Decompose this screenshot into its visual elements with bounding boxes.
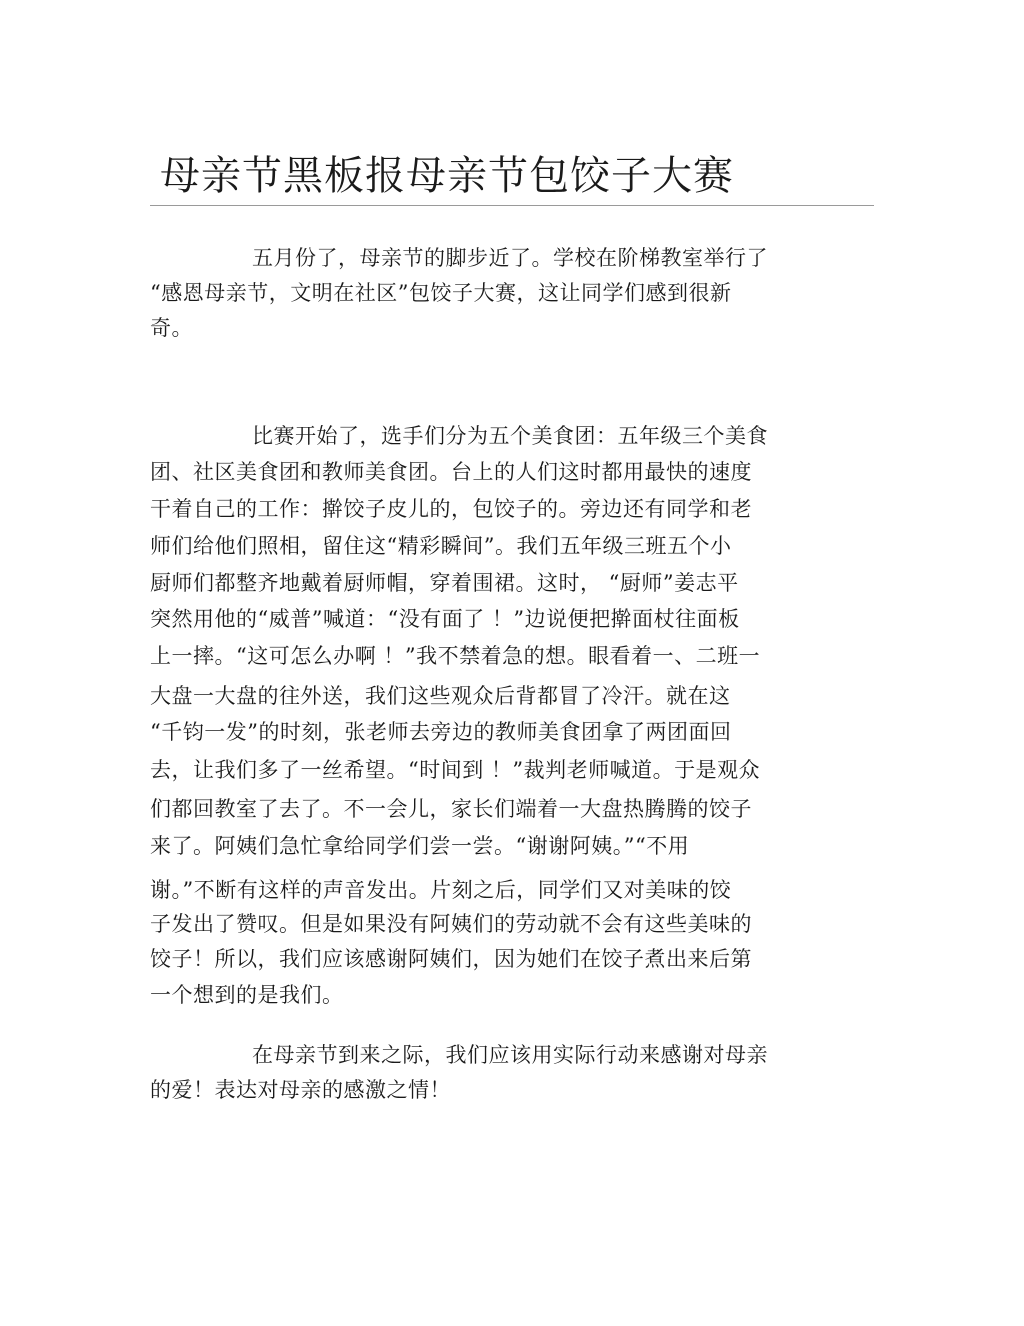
paragraph-2-line-8: 大盘一大盘的往外送，我们这些观众后背都冒了冷汗。就在这 bbox=[150, 684, 731, 708]
paragraph-2-line-15: 饺子！所以，我们应该感谢阿姨们，因为她们在饺子煮出来后第 bbox=[150, 947, 752, 971]
paragraph-2-line-4: 师们给他们照相，留住这“精彩瞬间”。我们五年级三班五个小 bbox=[150, 534, 732, 558]
paragraph-3-line-1: 在母亲节到来之际，我们应该用实际行动来感谢对母亲 bbox=[252, 1043, 768, 1067]
paragraph-2-line-5: 厨师们都整齐地戴着厨师帽，穿着围裙。这时， “厨师”姜志平 bbox=[150, 571, 739, 595]
document-title: 母亲节黑板报母亲节包饺子大赛 bbox=[160, 153, 734, 199]
paragraph-1-line-2: “感恩母亲节，文明在社区”包饺子大赛，这让同学们感到很新 bbox=[150, 281, 732, 305]
paragraph-2-line-9: “千钧一发”的时刻，张老师去旁边的教师美食团拿了两团面回 bbox=[150, 720, 732, 744]
paragraph-2-line-1: 比赛开始了，选手们分为五个美食团：五年级三个美食 bbox=[252, 424, 768, 448]
paragraph-2-line-7: 上一摔。“这可怎么办啊 ！”我不禁着急的想。眼看着一、二班一 bbox=[150, 644, 761, 668]
title-divider bbox=[150, 205, 874, 206]
paragraph-1-line-1: 五月份了，母亲节的脚步近了。学校在阶梯教室举行了 bbox=[252, 246, 768, 270]
paragraph-3-line-2: 的爱！表达对母亲的感激之情！ bbox=[150, 1078, 451, 1102]
paragraph-2-line-11: 们都回教室了去了。不一会儿，家长们端着一大盘热腾腾的饺子 bbox=[150, 797, 752, 821]
paragraph-2-line-3: 干着自己的工作：擀饺子皮儿的，包饺子的。旁边还有同学和老 bbox=[150, 497, 752, 521]
paragraph-2-line-10: 去，让我们多了一丝希望。“时间到 ！”裁判老师喊道。于是观众 bbox=[150, 758, 761, 782]
paragraph-2-line-13: 谢。”不断有这样的声音发出。片刻之后，同学们又对美味的饺 bbox=[150, 878, 732, 902]
paragraph-2-line-6: 突然用他的“威普”喊道：“没有面了 ！”边说便把擀面杖往面板 bbox=[150, 607, 740, 631]
paragraph-2-line-16: 一个想到的是我们。 bbox=[150, 983, 344, 1007]
paragraph-2-line-2: 团、社区美食团和教师美食团。台上的人们这时都用最快的速度 bbox=[150, 460, 752, 484]
paragraph-2-line-14: 子发出了赞叹。但是如果没有阿姨们的劳动就不会有这些美味的 bbox=[150, 912, 752, 936]
paragraph-1-line-3: 奇。 bbox=[150, 316, 193, 340]
paragraph-2-line-12: 来了。阿姨们急忙拿给同学们尝一尝。“谢谢阿姨。”“不用 bbox=[150, 834, 690, 858]
